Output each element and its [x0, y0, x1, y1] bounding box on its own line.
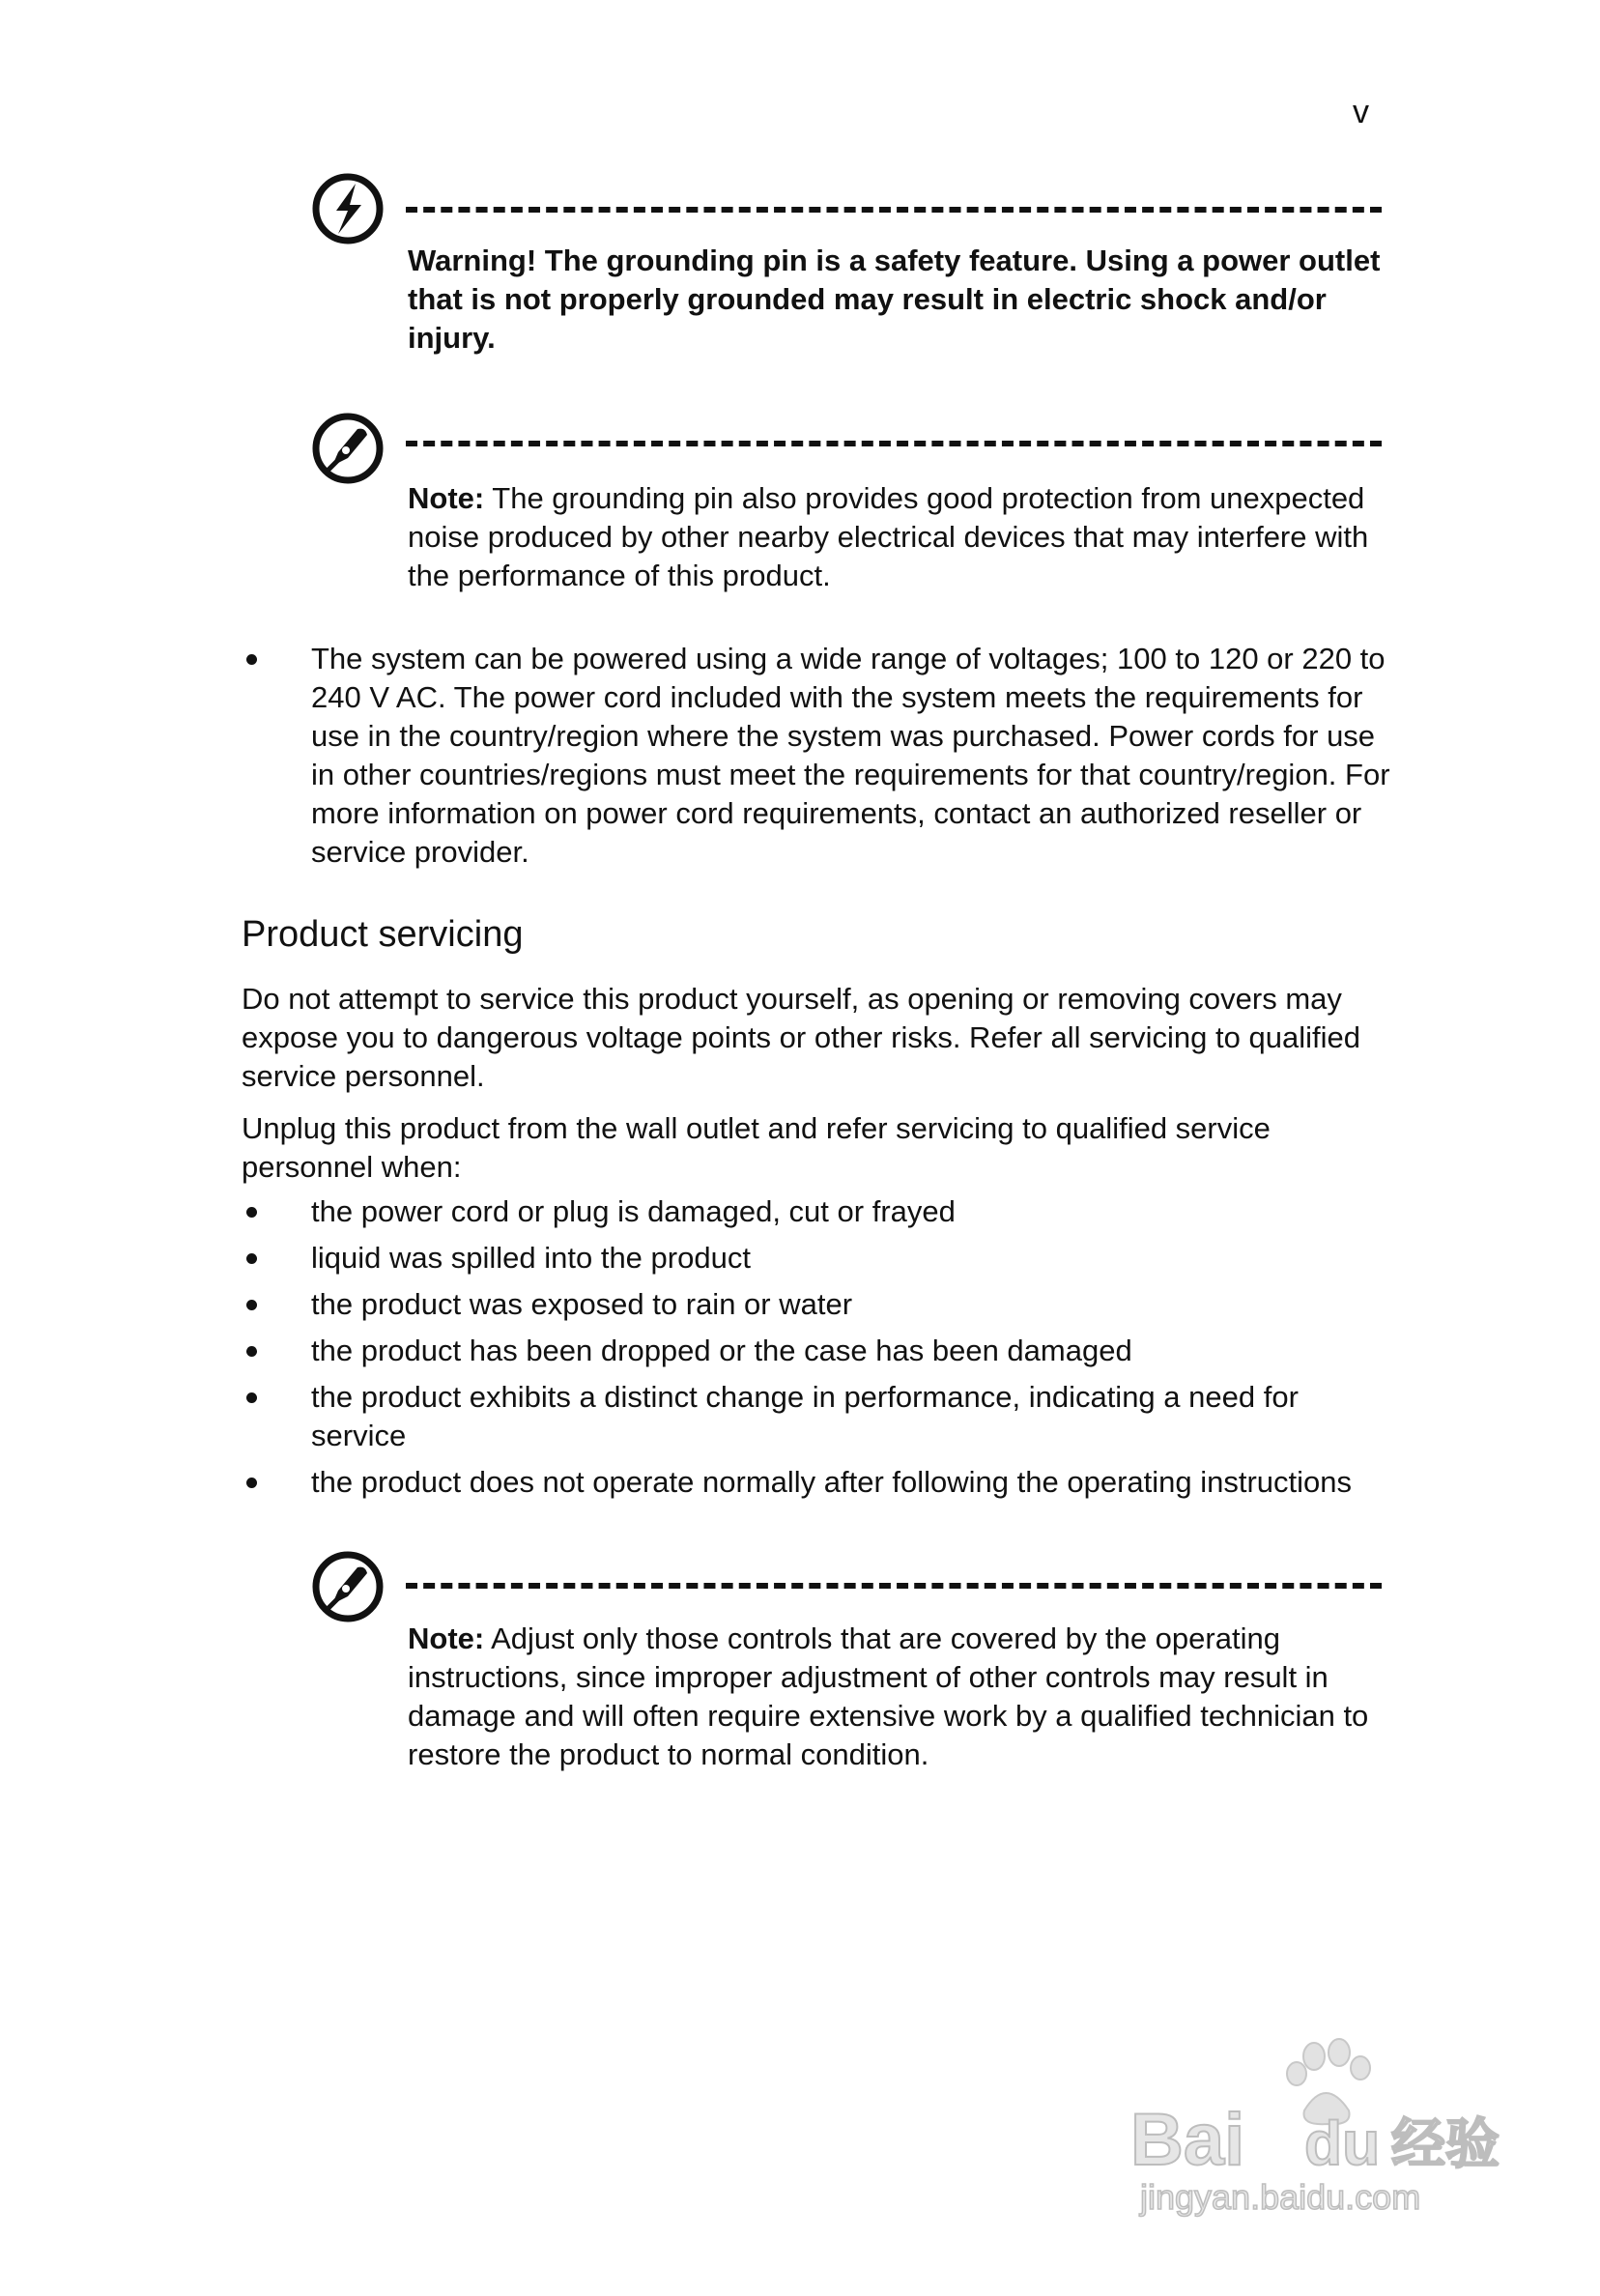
lightning-warning-icon [309, 170, 386, 247]
voltage-text: The system can be powered using a wide range of voltages; 100 to 120 or 220 to 240 V AC. The power cord included with the system meets the requirements for use in the country/region where the system was purchased. Power cords for use in other countries/regions must meet the requirements for that country/region. For more information on power cord requirements, contact an authorized reseller or service provider. [311, 642, 1390, 869]
list-item [242, 1463, 1391, 1502]
servicing-paragraph-2: Unplug this product from the wall outlet and refer servicing to qualified service personnel when: [242, 1111, 1271, 1184]
list-item [242, 1332, 1391, 1370]
list-item-text: the power cord or plug is damaged, cut or frayed [311, 1194, 956, 1228]
bullet-icon [246, 1300, 257, 1310]
conditions-list [242, 1192, 1391, 1502]
note-text [408, 479, 1382, 595]
note-label: Note: [408, 481, 485, 515]
dashed-divider [406, 207, 1382, 213]
bullet-icon [246, 654, 257, 665]
svg-text:Bai: Bai [1130, 2099, 1245, 2181]
list-item [242, 1192, 1391, 1231]
note-body: Adjust only those controls that are covered by the operating instructions, since improper adjustment of other controls may result in damage and will often require extensive work by a qualified technician to restore the product to normal condition. [408, 1622, 1369, 1771]
note-body: The grounding pin also provides good protection from unexpected noise produced by other nearby electrical devices that may interfere with the performance of this product. [408, 481, 1369, 592]
servicing-paragraph-1: Do not attempt to service this product yourself, as opening or removing covers may expose you to dangerous voltage points or other risks. Refer all servicing to qualified service personnel. [242, 982, 1360, 1093]
list-item-text: the product was exposed to rain or water [311, 1287, 853, 1321]
note-pen-icon [309, 1548, 386, 1625]
note-callout [309, 410, 1382, 603]
list-item-text: the product does not operate normally after following the operating instructions [311, 1465, 1353, 1499]
list-item-text: liquid was spilled into the product [311, 1241, 751, 1275]
list-item [242, 1285, 1391, 1324]
note-label: Note: [408, 1622, 485, 1655]
bullet-icon [246, 1346, 257, 1357]
dashed-divider [406, 441, 1382, 446]
warning-text: Warning! The grounding pin is a safety feature. Using a power outlet that is not properly grounded may result in electric shock and/or injury. [408, 244, 1381, 355]
list-item [242, 640, 1391, 872]
list-item-text: the product has been dropped or the case has been damaged [311, 1334, 1132, 1367]
dashed-divider [406, 1583, 1382, 1589]
svg-text:du: du [1304, 2109, 1381, 2178]
bullet-icon [246, 1478, 257, 1488]
note-text [408, 1620, 1382, 1774]
note-callout [309, 1548, 1382, 1780]
svg-text:经验: 经验 [1391, 2113, 1500, 2176]
page-number: v [1353, 94, 1369, 130]
bullet-icon [246, 1207, 257, 1218]
section-heading: Product servicing [242, 914, 524, 955]
svg-text:jingyan.baidu.com: jingyan.baidu.com [1140, 2177, 1421, 2217]
bullet-icon [246, 1253, 257, 1264]
list-item [242, 1239, 1391, 1277]
baidu-watermark-logo [1111, 2029, 1517, 2223]
list-item-text: the product exhibits a distinct change in performance, indicating a need for service [311, 1380, 1299, 1452]
note-pen-icon [309, 410, 386, 487]
warning-callout [309, 170, 1382, 363]
voltage-bullet-list [242, 640, 1391, 872]
bullet-icon [246, 1392, 257, 1403]
list-item [242, 1378, 1391, 1455]
